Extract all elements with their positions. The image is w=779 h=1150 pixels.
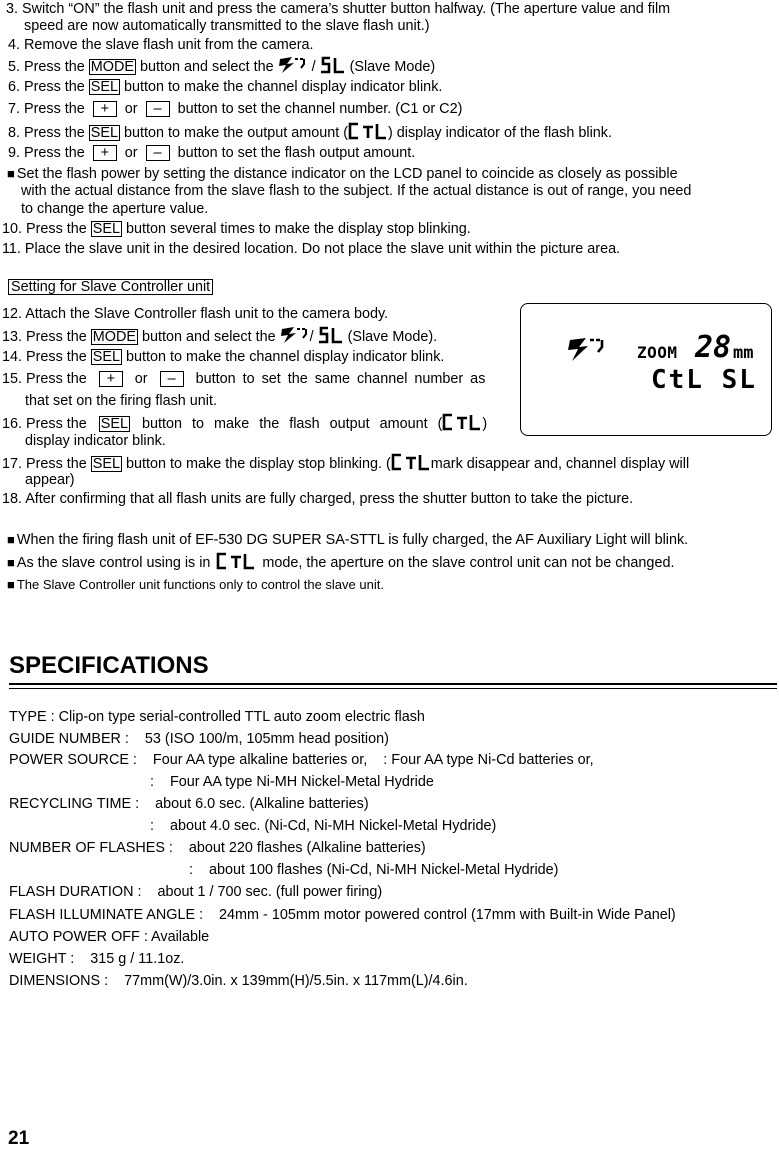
plus-button-label: + bbox=[93, 101, 117, 117]
step-14: 14. Press the SEL button to make the channel display indicator blink. bbox=[2, 349, 445, 365]
minus-button-label: – bbox=[146, 101, 170, 117]
spec-power-source-cont: : Four AA type Ni-MH Nickel-Metal Hydride bbox=[150, 774, 434, 790]
spec-number-of-flashes-cont: : about 100 flashes (Ni-Cd, Ni-MH Nickel-Metal Hydride) bbox=[189, 862, 559, 878]
plus-button-label: + bbox=[99, 371, 123, 387]
step-7: 7. Press the + or – button to set the channel number. (C1 or C2) bbox=[8, 101, 463, 117]
spec-number-of-flashes: NUMBER OF FLASHES : about 220 flashes (Alkaline batteries) bbox=[9, 840, 426, 856]
sel-button-label: SEL bbox=[90, 79, 118, 95]
lcd-zoom-label: ZOOM bbox=[637, 343, 678, 362]
spec-type: TYPE : Clip-on type serial-controlled TTL auto zoom electric flash bbox=[9, 709, 425, 725]
step-13: 13. Press the MODE button and select the / (Slave Mode). bbox=[2, 326, 437, 347]
heading-rule-thin bbox=[9, 688, 777, 689]
ctl-icon bbox=[214, 552, 258, 570]
spec-flash-duration: FLASH DURATION : about 1 / 700 sec. (full power firing) bbox=[9, 884, 383, 900]
step-8: 8. Press the SEL button to make the output amount ( ) display indicator of the flash blink. bbox=[8, 122, 612, 143]
sel-button-label: SEL bbox=[92, 456, 120, 472]
spec-power-source: POWER SOURCE : Four AA type alkaline batteries or, : Four AA type Ni-Cd batteries or, bbox=[9, 752, 594, 768]
spec-recycling-time: RECYCLING TIME : about 6.0 sec. (Alkaline batteries) bbox=[9, 796, 369, 812]
bullet-icon: ■ bbox=[7, 555, 15, 570]
step-15-line-2: that set on the firing flash unit. bbox=[25, 393, 217, 409]
step-17-line-1: 17. Press the SEL button to make the display stop blinking. ( mark disappear and, channel display will bbox=[2, 453, 689, 474]
note-line-3: to change the aperture value. bbox=[21, 201, 209, 217]
lcd-zoom-unit: mm bbox=[733, 343, 754, 363]
mode-button-label: MODE bbox=[90, 59, 134, 75]
spec-weight: WEIGHT : 315 g / 11.1oz. bbox=[9, 951, 185, 967]
sel-button-label: SEL bbox=[90, 125, 118, 141]
bullet-icon: ■ bbox=[7, 532, 15, 547]
note-line-2: with the actual distance from the slave flash to the subject. If the actual distance is out of range, you need bbox=[21, 183, 692, 199]
spec-guide-number: GUIDE NUMBER : 53 (ISO 100/m, 105mm head position) bbox=[9, 731, 389, 747]
mode-button-label: MODE bbox=[92, 329, 136, 345]
sl-mode-icon bbox=[318, 326, 344, 344]
slave-flash-icon bbox=[280, 326, 310, 344]
plus-button-label: + bbox=[93, 145, 117, 161]
step-17-line-2: appear) bbox=[25, 472, 75, 488]
step-15-line-1: 15. Press the + or – button to set the same channel number as bbox=[2, 371, 486, 387]
specifications-heading: SPECIFICATIONS bbox=[9, 652, 209, 679]
step-10: 10. Press the SEL button several times to make the display stop blinking. bbox=[2, 221, 471, 237]
bullet-note-1: ■ When the firing flash unit of EF-530 DG SUPER SA-STTL is fully charged, the AF Auxiliary Light will blink. bbox=[7, 532, 689, 548]
lcd-panel-illustration bbox=[520, 303, 772, 436]
step-3-line-2: speed are now automatically transmitted to the slave flash unit.) bbox=[24, 18, 430, 34]
spec-auto-power-off: AUTO POWER OFF : Available bbox=[9, 929, 210, 945]
bullet-icon: ■ bbox=[7, 577, 15, 592]
step-6: 6. Press the SEL button to make the channel display indicator blink. bbox=[8, 79, 443, 95]
ctl-icon bbox=[442, 413, 482, 431]
lcd-mode-text: CtL SL bbox=[651, 365, 757, 395]
lcd-zoom-value: 28 bbox=[695, 330, 732, 365]
bullet-icon: ■ bbox=[7, 166, 15, 181]
note-line-1: ■ Set the flash power by setting the distance indicator on the LCD panel to coincide as closely as possible bbox=[7, 166, 678, 182]
sl-mode-icon bbox=[320, 56, 346, 74]
minus-button-label: – bbox=[146, 145, 170, 161]
sel-button-label: SEL bbox=[92, 221, 120, 237]
slave-flash-icon bbox=[278, 56, 308, 74]
spec-illuminate-angle: FLASH ILLUMINATE ANGLE : 24mm - 105mm motor powered control (17mm with Built-in Wide Panel) bbox=[9, 907, 676, 923]
step-4: 4. Remove the slave flash unit from the camera. bbox=[8, 37, 314, 53]
sel-button-label: SEL bbox=[92, 349, 120, 365]
step-12: 12. Attach the Slave Controller flash unit to the camera body. bbox=[2, 306, 389, 322]
section-heading: Setting for Slave Controller unit bbox=[8, 278, 213, 297]
ctl-icon bbox=[391, 453, 431, 471]
step-16-line-1: 16. Press the SEL button to make the flash output amount ( ) bbox=[2, 413, 487, 434]
step-9: 9. Press the + or – button to set the flash output amount. bbox=[8, 145, 416, 161]
step-5: 5. Press the MODE button and select the / (Slave Mode) bbox=[8, 56, 435, 77]
bullet-note-3: ■ The Slave Controller unit functions only to control the slave unit. bbox=[7, 577, 384, 592]
page-number: 21 bbox=[8, 1128, 30, 1149]
bullet-note-2: ■ As the slave control using is in mode, the aperture on the slave control unit can not be changed. bbox=[7, 552, 674, 573]
ctl-icon bbox=[348, 122, 388, 140]
sel-button-label: SEL bbox=[100, 416, 128, 432]
lcd-flash-icon bbox=[567, 336, 607, 362]
step-3-line-1: 3. Switch “ON” the flash unit and press the camera’s shutter button halfway. (The aperture value and film bbox=[6, 1, 671, 17]
spec-dimensions: DIMENSIONS : 77mm(W)/3.0in. x 139mm(H)/5.5in. x 117mm(L)/4.6in. bbox=[9, 973, 468, 989]
step-16-line-2: display indicator blink. bbox=[25, 433, 166, 449]
heading-rule bbox=[9, 683, 777, 685]
minus-button-label: – bbox=[160, 371, 184, 387]
step-18: 18. After confirming that all flash units are fully charged, press the shutter button to take the picture. bbox=[2, 491, 634, 507]
step-11: 11. Place the slave unit in the desired location. Do not place the slave unit within the picture area. bbox=[2, 241, 621, 257]
spec-recycling-time-cont: : about 4.0 sec. (Ni-Cd, Ni-MH Nickel-Metal Hydride) bbox=[150, 818, 497, 834]
